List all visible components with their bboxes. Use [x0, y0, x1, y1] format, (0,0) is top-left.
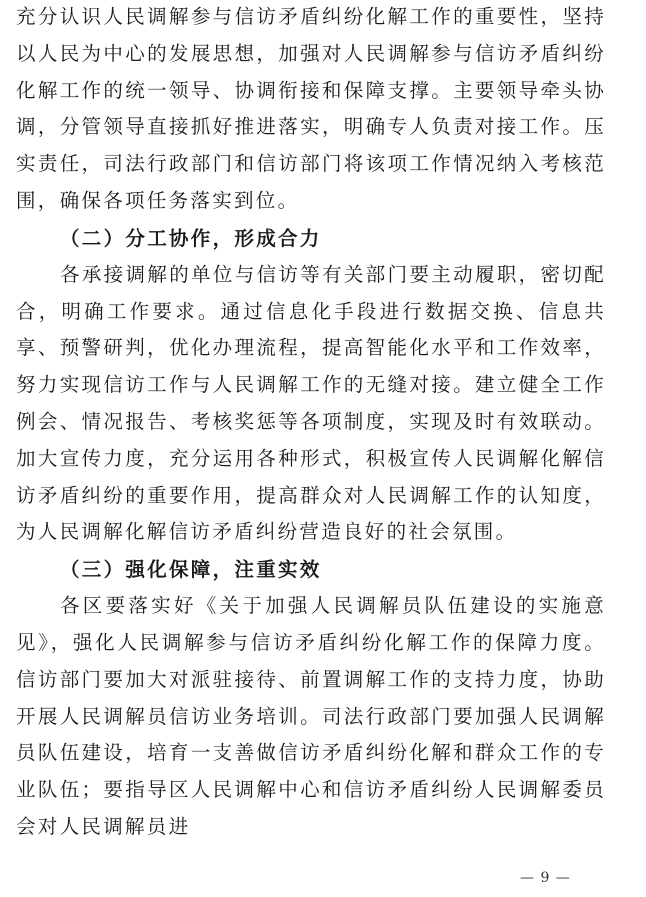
paragraph-strengthen-guarantee: 各区要落实好《关于加强人民调解员队伍建设的实施意见》，强化人民调解参与信访矛盾纠纷化解工作的保障力度。信访部门要加大对派驻接待、前置调解工作的支持力度，协助开展人民调解员信访业务培训。司法行政部门要加强人民调解员队伍建设，培育一支善做信访矛盾纠纷化解和群众工作的专业队伍；要指导区人民调解中心和信访矛盾纠纷人民调解委员会对人民调解员进	[16, 594, 606, 838]
paragraph-continuation: 充分认识人民调解参与信访矛盾纠纷化解工作的重要性，坚持以人民为中心的发展思想，加强对人民调解参与信访矛盾纠纷化解工作的统一领导、协调衔接和保障支撑。主要领导牵头协调，分管领导直接抓好推进落实，明确专人负责对接工作。压实责任，司法行政部门和信访部门将该项工作情况纳入考核范围，确保各项任务落实到位。	[16, 5, 606, 212]
page-number: — 9 —	[520, 870, 571, 886]
paragraph-division-of-labor: 各承接调解的单位与信访等有关部门要主动履职，密切配合，明确工作要求。通过信息化手段进行数据交换、信息共享、预警研判，优化办理流程，提高智能化水平和工作效率，努力实现信访工作与人民调解工作的无缝对接。建立健全工作例会、情况报告、考核奖惩等各项制度，实现及时有效联动。加大宣传力度，充分运用各种形式，积极宣传人民调解化解信访矛盾纠纷的重要作用，提高群众对人民调解工作的认知度，为人民调解化解信访矛盾纠纷营造良好的社会氛围。	[16, 262, 606, 544]
section-heading-division-of-labor: （二）分工协作，形成合力	[60, 226, 322, 250]
section-heading-strengthen-guarantee: （三）强化保障，注重实效	[60, 558, 322, 582]
document-body	[16, 0, 606, 846]
